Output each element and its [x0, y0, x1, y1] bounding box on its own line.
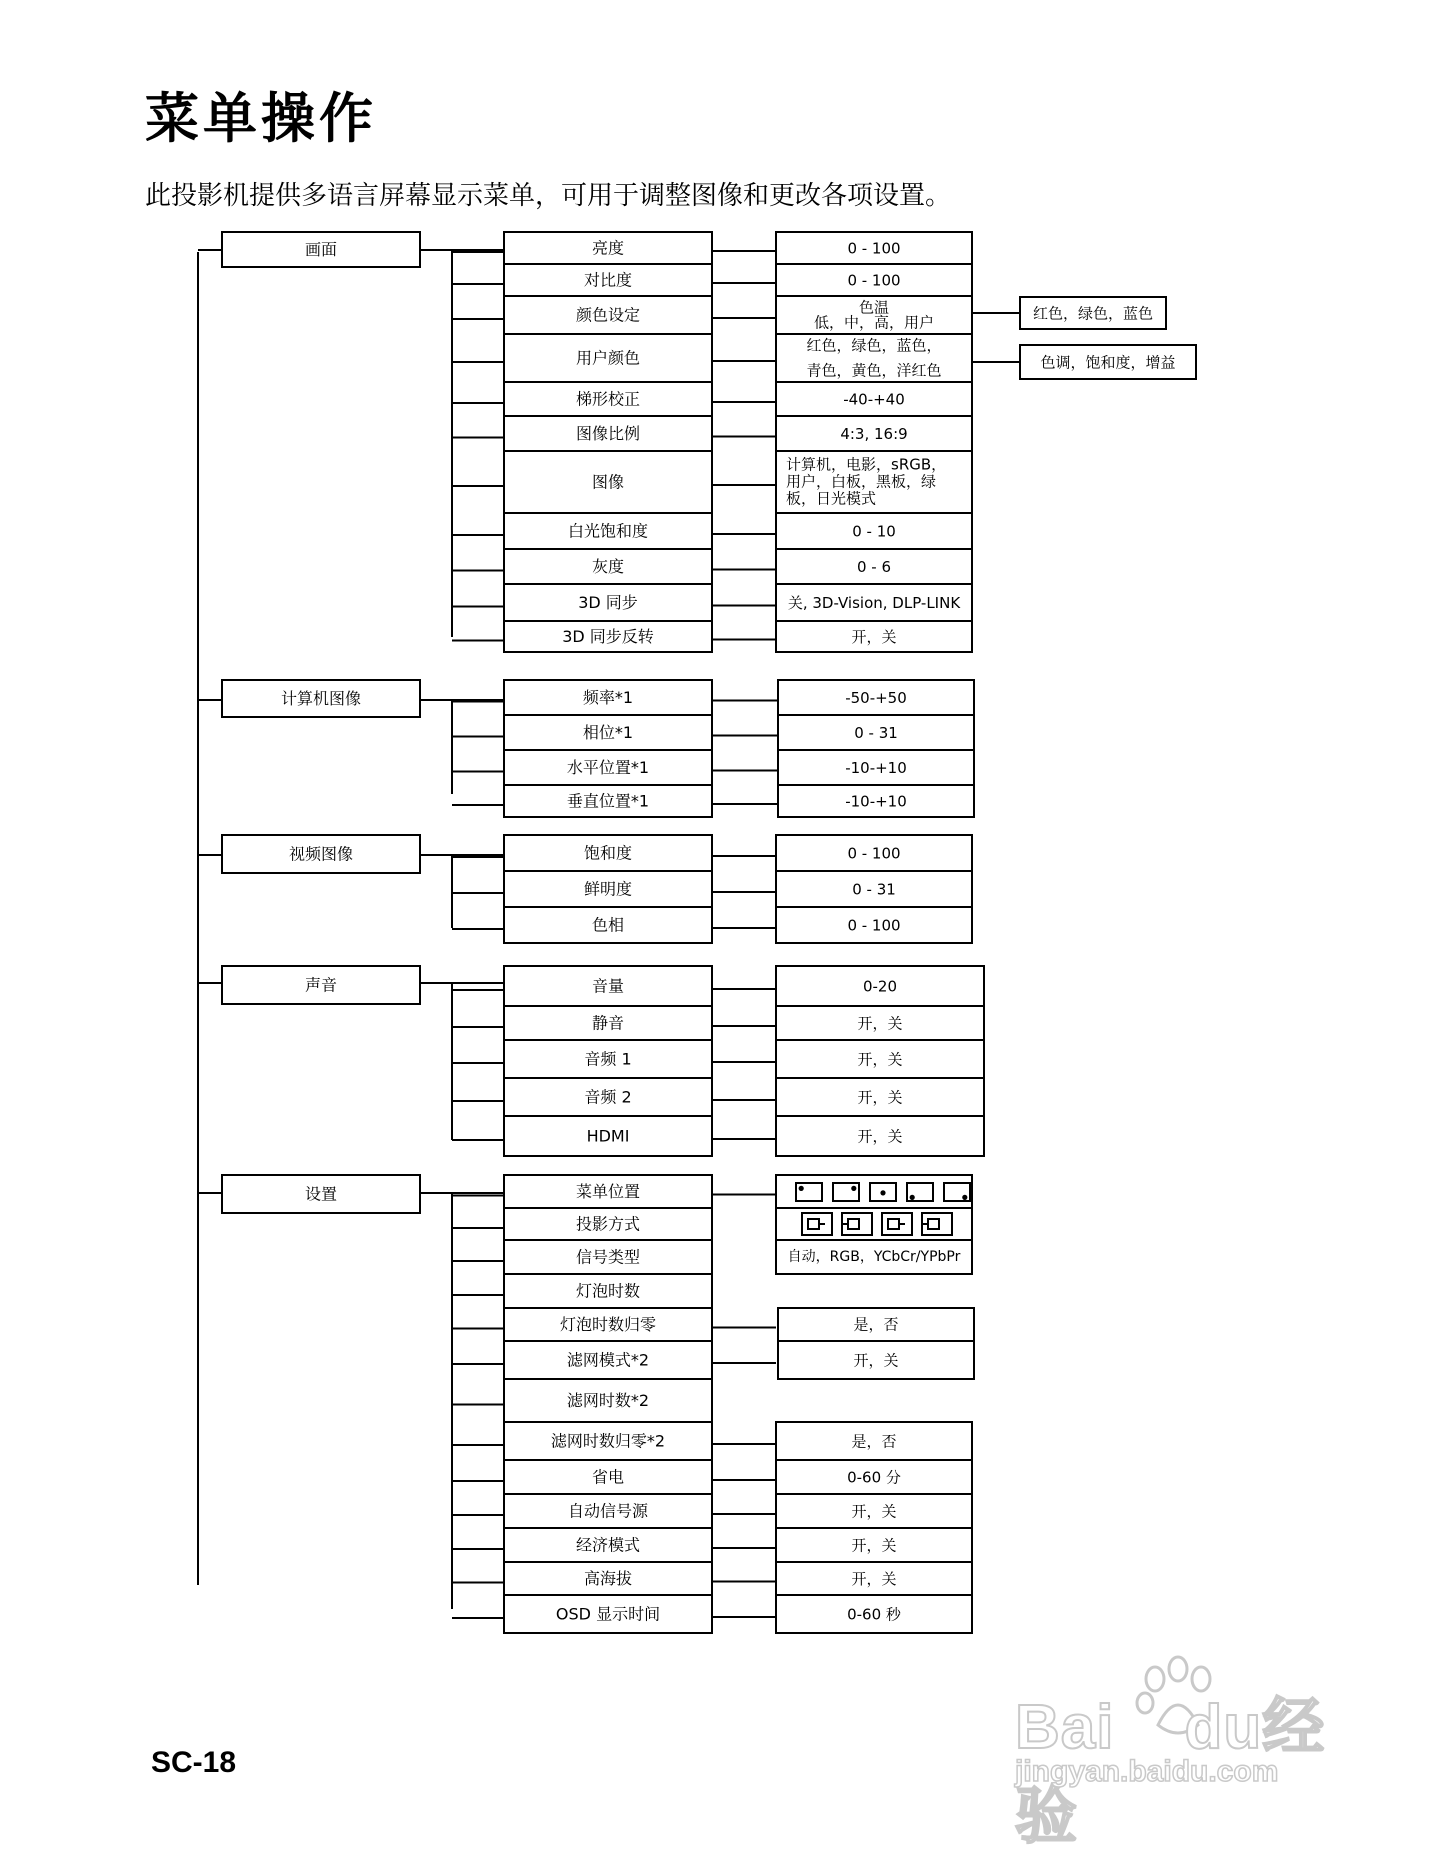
menu-value-line2: 青色，黄色，洋红色 — [806, 361, 942, 380]
category-label-audio: 声音 — [304, 975, 338, 995]
watermark-brand-tail: du — [1184, 1693, 1263, 1762]
menu-item-label: 滤网时数*2 — [566, 1391, 650, 1410]
menu-item-label: OSD 显示时间 — [555, 1604, 661, 1624]
menu-value: 0 - 100 — [847, 271, 901, 290]
menu-value: 0 - 100 — [847, 916, 901, 935]
menu-value-line2: 低，中，高，用户 — [813, 313, 935, 332]
menu-item-label: HDMI — [586, 1126, 630, 1146]
menu-value: 是，否 — [853, 1315, 899, 1334]
menu-pos-top-right-icon — [833, 1183, 859, 1201]
menu-item-label: 垂直位置*1 — [566, 791, 650, 811]
menu-value: 0 - 31 — [852, 880, 896, 899]
projector-body-mark — [888, 1219, 899, 1229]
menu-value: 0-60 秒 — [847, 1605, 901, 1624]
projection-front-ceiling-icon — [882, 1213, 912, 1235]
menu-item-label: 水平位置*1 — [566, 758, 650, 777]
menu-item-label: 3D 同步反转 — [562, 627, 654, 646]
menu-value: 0-60 分 — [847, 1468, 901, 1487]
menu-value: 0-20 — [862, 977, 898, 996]
menu-item-label: 滤网时数归零*2 — [550, 1431, 666, 1451]
menu-value: 开，关 — [851, 1536, 897, 1555]
menu-item-label: 自动信号源 — [567, 1501, 649, 1521]
menu-value: 0 - 100 — [847, 239, 901, 258]
watermark-brand: Bai — [1015, 1693, 1115, 1762]
menu-item-label: 亮度 — [591, 238, 625, 258]
projection-front-desk-icon — [802, 1213, 832, 1235]
page-number: SC-18 — [151, 1746, 237, 1779]
menu-item-label: 滤网模式*2 — [566, 1350, 650, 1370]
menu-value: 开，关 — [857, 1088, 903, 1107]
menu-value: 自动，RGB，YCbCr/YPbPr — [787, 1249, 961, 1265]
menu-item-label: 鲜明度 — [583, 879, 633, 899]
menu-value: 开，关 — [851, 628, 897, 646]
dot-mark — [962, 1195, 967, 1200]
dot-mark — [910, 1195, 915, 1200]
menu-value: 色温 — [858, 298, 890, 317]
category-label-setup: 设置 — [304, 1184, 338, 1204]
menu-value: 0 - 31 — [854, 724, 898, 742]
category-label-video: 视频图像 — [288, 844, 354, 864]
menu-item-label: 高海拔 — [583, 1569, 633, 1588]
menu-value: 0 - 6 — [856, 558, 892, 576]
menu-item-label: 菜单位置 — [575, 1182, 641, 1201]
menu-value-line3: 板，日光模式 — [786, 489, 877, 508]
sub-value: 色调，饱和度，增益 — [1040, 353, 1176, 372]
dot-mark — [799, 1186, 804, 1191]
menu-item-label: 音量 — [591, 976, 625, 996]
menu-item-label: 用户颜色 — [575, 348, 641, 368]
menu-value: 开，关 — [851, 1570, 897, 1588]
dot-mark — [880, 1190, 885, 1195]
intro-text: 此投影机提供多语言屏幕显示菜单，可用于调整图像和更改各项设置。 — [145, 181, 952, 211]
menu-value: 0 - 10 — [852, 522, 896, 541]
menu-value: 4:3, 16:9 — [840, 425, 908, 443]
menu-item-label: 色相 — [591, 915, 625, 935]
projector-body-mark — [928, 1219, 939, 1229]
menu-value: 红色，绿色，蓝色， — [806, 336, 942, 355]
menu-value: 开，关 — [851, 1502, 897, 1521]
sub-value: 红色，绿色，蓝色 — [1032, 304, 1154, 323]
menu-pos-top-left-icon — [796, 1183, 822, 1201]
menu-item-label: 对比度 — [583, 270, 633, 290]
watermark-brand-cn: 经验 — [1015, 1693, 1326, 1851]
menu-item-label: 灯泡时数归零 — [559, 1315, 657, 1334]
menu-item-label: 音频 2 — [584, 1087, 632, 1107]
menu-value: 计算机，电影，sRGB， — [786, 455, 947, 474]
menu-item-label: 图像比例 — [575, 424, 641, 443]
menu-item-label: 静音 — [591, 1013, 625, 1033]
category-label-picture: 画面 — [304, 240, 338, 259]
menu-value-line2: 用户，白板，黑板，绿 — [786, 472, 937, 491]
page-title: 菜单操作 — [145, 87, 377, 150]
menu-item-label: 梯形校正 — [575, 389, 641, 409]
menu-item-label: 投影方式 — [575, 1214, 641, 1234]
menu-item-label: 灯泡时数 — [575, 1281, 641, 1301]
menu-item-label: 灰度 — [591, 557, 625, 576]
dot-mark — [851, 1186, 856, 1191]
category-label-computer: 计算机图像 — [280, 689, 362, 708]
menu-item-label: 省电 — [591, 1467, 625, 1487]
menu-item-label: 图像 — [591, 472, 625, 492]
projector-body-mark — [808, 1219, 819, 1229]
menu-item-label: 白光饱和度 — [567, 521, 649, 541]
menu-item-label: 经济模式 — [575, 1535, 641, 1555]
menu-item-label: 相位*1 — [582, 723, 634, 742]
menu-value: -10-+10 — [845, 759, 907, 777]
menu-value: 开，关 — [857, 1050, 903, 1069]
menu-item-label: 饱和度 — [583, 843, 633, 863]
menu-value: -50-+50 — [845, 689, 907, 707]
baidu-jingyan-watermark — [1015, 1655, 1355, 1851]
menu-value: 关, 3D-Vision, DLP-LINK — [787, 594, 961, 612]
watermark-url: jingyan.baidu.com — [1015, 1755, 1279, 1788]
menu-value: 是，否 — [851, 1432, 897, 1451]
menu-value: -10-+10 — [845, 792, 907, 811]
menu-item-label: 3D 同步 — [578, 593, 638, 612]
menu-item-label: 频率*1 — [582, 688, 634, 707]
menu-value: 0 - 100 — [847, 844, 901, 863]
menu-value: 开，关 — [857, 1014, 903, 1033]
menu-value: 开，关 — [853, 1351, 899, 1370]
projector-body-mark — [848, 1219, 859, 1229]
menu-value: -40-+40 — [843, 390, 905, 409]
menu-item-label: 颜色设定 — [575, 305, 641, 325]
menu-item-label: 音频 1 — [584, 1049, 632, 1069]
menu-item-label: 信号类型 — [575, 1247, 641, 1267]
menu-value: 开，关 — [857, 1127, 903, 1146]
